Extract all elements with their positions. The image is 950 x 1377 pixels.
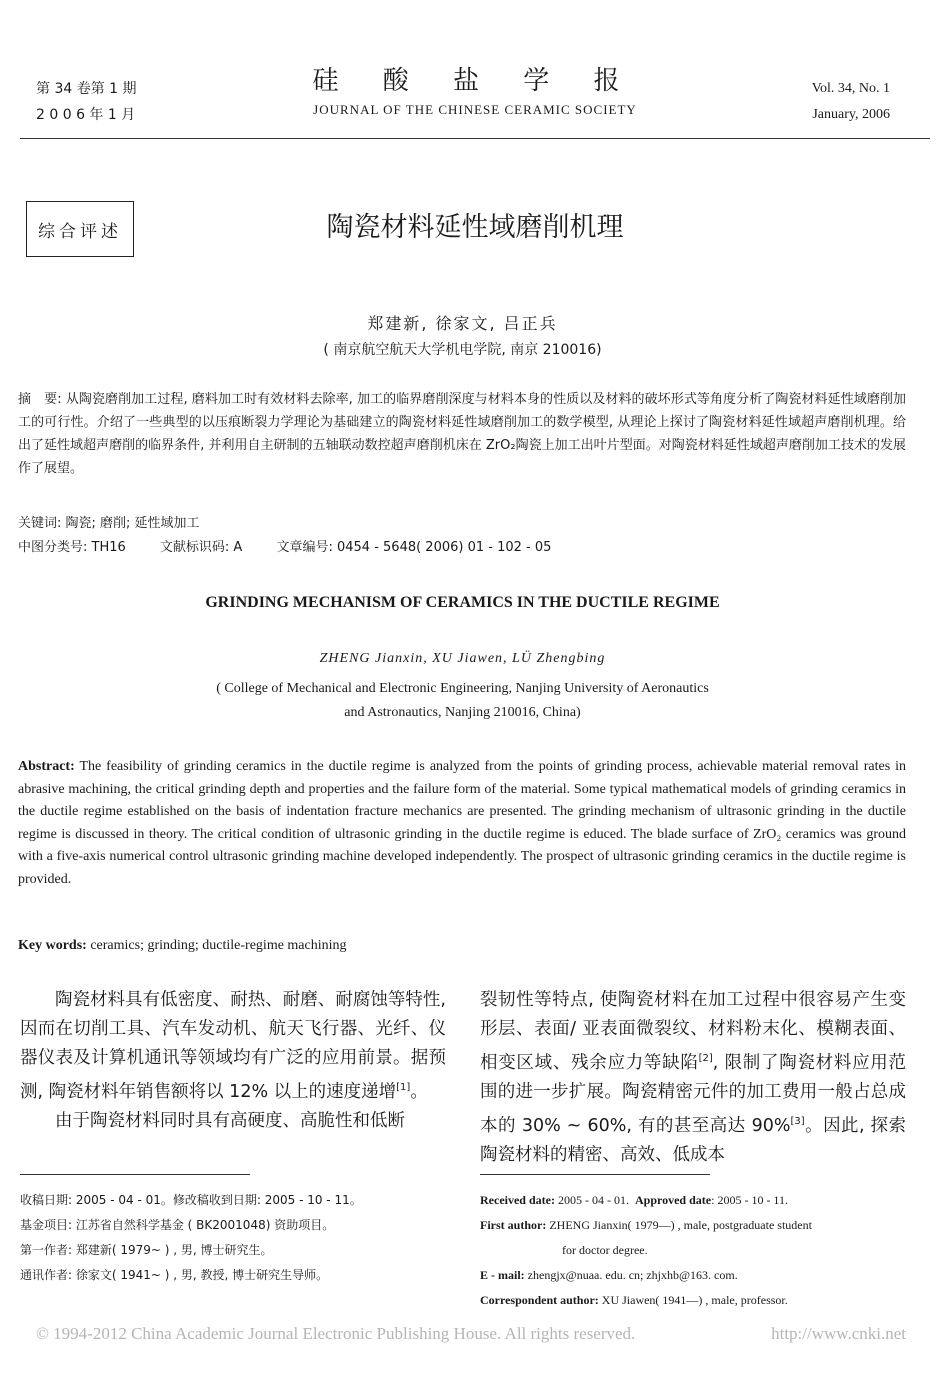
keywords-en-text: ceramics; grinding; ductile-regime machining (86, 938, 347, 953)
journal-name-zh: 硅 酸 盐 学 报 (312, 66, 638, 96)
footnote-correspondent-en: Correspondent author: XU Jiawen( 1941—) , male, professor. (480, 1293, 788, 1307)
source-url: http://www.cnki.net (771, 1324, 906, 1343)
footnote-received: 收稿日期: 2005 - 04 - 01。修改稿收到日期: 2005 - 10 - 11。 (20, 1193, 362, 1207)
footnotes-en (480, 1188, 920, 1313)
footnote-divider-right (480, 1174, 710, 1175)
footnote-first-author-en-cont: for doctor degree. (562, 1243, 648, 1257)
footnote-divider-left (20, 1174, 250, 1175)
keywords-zh: 关键词: 陶瓷; 磨削; 延性域加工 (18, 516, 200, 531)
abstract-en (18, 756, 906, 891)
article-number: 文章编号: 0454 - 5648( 2006) 01 - 102 - 05 (276, 540, 552, 555)
affiliation-en (0, 677, 925, 725)
abstract-en-label: Abstract: (18, 759, 75, 774)
affiliation-en-line1: ( College of Mechanical and Electronic Engineering, Nanjing University of Aeronautics (216, 681, 709, 696)
footnote-first-author: 第一作者: 郑建新( 1979~ ) , 男, 博士研究生。 (20, 1243, 273, 1257)
page-title-zh: 陶瓷材料延性域磨削机理 (326, 212, 624, 243)
paragraph: 陶瓷材料具有低密度、耐热、耐磨、耐腐蚀等特性, 因而在切削工具、汽车发动机、航天飞行器、光纤、仪器仪表及计算机通讯等领域均有广泛的应用前景。据预测, 陶瓷材料年销售额将以 12% 以上的速度递增[1]。 (20, 990, 446, 1102)
keywords-en (18, 938, 347, 954)
body-column-right (480, 986, 906, 1170)
citation: [3] (790, 1115, 805, 1127)
affiliation-en-line2: and Astronautics, Nanjing 210016, China) (344, 705, 581, 720)
footnote-dates-en: Received date: 2005 - 04 - 01. Approved date: 2005 - 10 - 11. (480, 1193, 788, 1207)
journal-name-en: JOURNAL OF THE CHINESE CERAMIC SOCIETY (313, 102, 637, 117)
clc-number: 中图分类号: TH16 (18, 540, 126, 555)
footnote-email: E - mail: zhengjx@nuaa. edu. cn; zhjxhb@163. com. (480, 1268, 738, 1282)
abstract-zh-label: 摘 要: (18, 392, 62, 407)
journal-masthead (200, 64, 750, 118)
volume-en: Vol. 34, No. 1 (811, 81, 890, 96)
footnote-fund: 基金项目: 江苏省自然科学基金 ( BK2001048) 资助项目。 (20, 1218, 335, 1232)
paragraph: 由于陶瓷材料同时具有高硬度、高脆性和低断 (55, 1110, 405, 1131)
authors-zh: 郑建新, 徐家文, 吕正兵 (367, 314, 558, 333)
footnotes-zh (20, 1188, 460, 1288)
authors-en: ZHENG Jianxin, XU Jiawen, LÜ Zhengbing (319, 651, 606, 666)
doc-code: 文献标识码: A (159, 540, 243, 555)
page-title-en: GRINDING MECHANISM OF CERAMICS IN THE DUCTILE REGIME (205, 594, 720, 611)
affiliation-zh: ( 南京航空航天大学机电学院, 南京 210016) (323, 342, 602, 358)
body-column-left (20, 986, 446, 1136)
date-en: January, 2006 (812, 107, 890, 122)
citation: [2] (698, 1053, 713, 1064)
classification-info (18, 536, 581, 555)
section-label: 综合评述 (26, 201, 134, 257)
abstract-zh-text: 从陶瓷磨削加工过程, 磨料加工时有效材料去除率, 加工的临界磨削深度与材料本身的性质以及材料的破坏形式等角度分析了陶瓷材料延性域磨削加工的可行性。介绍了一些典型的以压痕断裂力学理论为基础建立的陶瓷材料延性域磨削加工的数学模型, 从理论上探讨了陶瓷材料延性域超声磨削机理。给出了延性域超声磨削的临界条件, 并利用自主研制的五轴联动数控超声磨削机床在 ZrO₂陶瓷上加工出叶片型面。对陶瓷材料延性域超声磨削加工技术的发展作了展望。 (18, 392, 907, 476)
citation: [1] (396, 1082, 411, 1093)
journal-issue-info-en (812, 76, 890, 128)
date-zh: 2 0 0 6 年 1 月 (36, 107, 136, 123)
copyright-watermark: © 1994-2012 China Academic Journal Electronic Publishing House. All rights reserved. (36, 1324, 636, 1343)
journal-issue-info (36, 76, 137, 128)
footnote-first-author-en: First author: ZHENG Jianxin( 1979—) , male, postgraduate student (480, 1218, 812, 1232)
volume-zh: 第 34 卷第 1 期 (36, 81, 137, 97)
abstract-en-text: The feasibility of grinding ceramics in the ductile regime is analyzed from the points of grinding process, achievable material removal rates in abrasive machining, the critical grinding depth and properties and the failure form of the material. Some typical mathematical models of grinding ceramics in the ductile regime established on the basis of indentation fracture mechanics are presented. The grinding mechanism of ultrasonic grinding in the ductile regime is discussed in theory. The critical condition of ultrasonic grinding in the ductile regime is educed. The blade surface of ZrO₂ ceramics was ground with a five-axis numerical control ultrasonic grinding machine developed independently. The prospect of ultrasonic grinding ceramics in the ductile regime is provided. (18, 759, 906, 887)
paragraph: 裂韧性等特点, 使陶瓷材料在加工过程中很容易产生变形层、表面/ 亚表面微裂纹、材料粉末化、模糊表面、相变区域、残余应力等缺陷[2], 限制了陶瓷材料应用范围的进一步扩展。陶瓷精密元件的加工费用一般占总成本的 30% ~ 60%, 有的甚至高达 90%[3]。因此, 探索陶瓷材料的精密、高效、低成本 (480, 990, 907, 1165)
abstract-zh (18, 388, 906, 480)
header-divider (20, 138, 930, 139)
keywords-en-label: Key words: (18, 938, 87, 953)
footnote-correspondent: 通讯作者: 徐家文( 1941~ ) , 男, 教授, 博士研究生导师。 (20, 1268, 329, 1282)
